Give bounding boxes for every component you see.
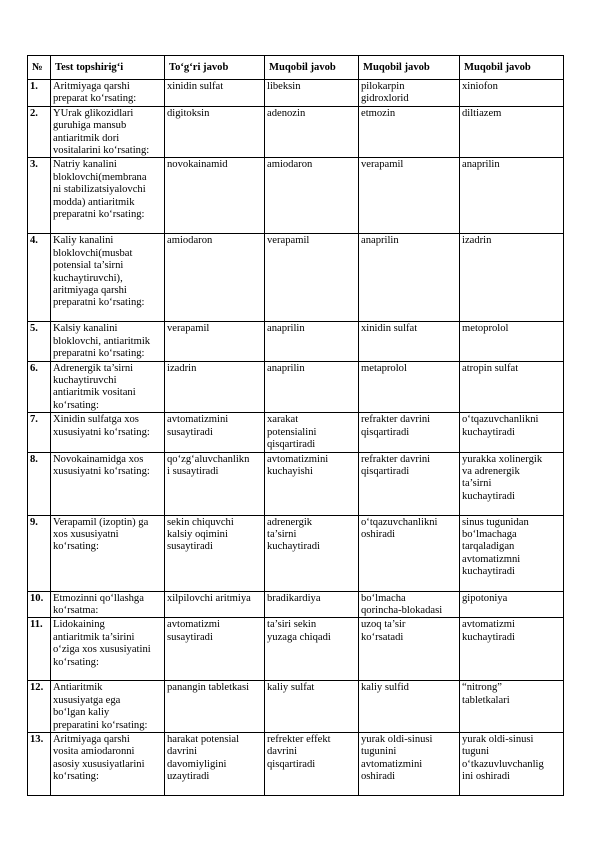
header-alternative-2: Muqobil javob: [359, 56, 460, 80]
question-text: Kalsiy kanalini bloklovchi, antiaritmik preparatni ko‘rsating:: [51, 322, 165, 361]
row-number: 8.: [28, 452, 51, 515]
row-number: 1.: [28, 80, 51, 107]
correct-answer: amiodaron: [165, 234, 265, 322]
table-row: [28, 361, 564, 413]
question-text: Verapamil (izoptin) ga xos xususiyatni ko‘rsating:: [51, 515, 165, 591]
alternative-answer-2: pilokarpin gidroxlorid: [359, 80, 460, 107]
table-row: [28, 322, 564, 361]
header-alternative-3: Muqobil javob: [460, 56, 564, 80]
correct-answer: verapamil: [165, 322, 265, 361]
table-row: [28, 158, 564, 234]
alternative-answer-3: o‘tqazuvchanlikni kuchaytiradi: [460, 413, 564, 452]
row-number: 5.: [28, 322, 51, 361]
alternative-answer-1: xarakat potensialini qisqartiradi: [265, 413, 359, 452]
table-row: [28, 591, 564, 618]
alternative-answer-3: yurakka xolinergik va adrenergik ta’sirni kuchaytiradi: [460, 452, 564, 515]
alternative-answer-3: izadrin: [460, 234, 564, 322]
alternative-answer-2: uzoq ta’sir ko‘rsatadi: [359, 618, 460, 681]
alternative-answer-2: refrakter davrini qisqartiradi: [359, 413, 460, 452]
alternative-answer-3: yurak oldi-sinusi tuguni o‘tkazuvluvchanlig ini oshiradi: [460, 732, 564, 795]
alternative-answer-1: kaliy sulfat: [265, 681, 359, 733]
alternative-answer-2: bo‘lmacha qorincha-blokadasi: [359, 591, 460, 618]
alternative-answer-3: diltiazem: [460, 106, 564, 158]
question-text: Etmozinni qo‘llashga ko‘rsatma:: [51, 591, 165, 618]
row-number: 9.: [28, 515, 51, 591]
row-number: 2.: [28, 106, 51, 158]
table-row: [28, 732, 564, 795]
question-text: Novokainamidga xos xususiyatni ko‘rsating:: [51, 452, 165, 515]
alternative-answer-1: bradikardiya: [265, 591, 359, 618]
question-text: Natriy kanalini bloklovchi(membrana ni stabilizatsiyalovchi modda) antiaritmik preparatni ko‘rsating:: [51, 158, 165, 234]
correct-answer: qo‘zg‘aluvchanlikn i susaytiradi: [165, 452, 265, 515]
table-row: [28, 452, 564, 515]
alternative-answer-1: anaprilin: [265, 322, 359, 361]
question-text: Adrenergik ta’sirni kuchaytiruvchi antiaritmik vositani ko‘rsating:: [51, 361, 165, 413]
row-number: 4.: [28, 234, 51, 322]
correct-answer: avtomatizmi susaytiradi: [165, 618, 265, 681]
question-text: Antiaritmik xususiyatga ega bo‘lgan kaliy preparatini ko‘rsating:: [51, 681, 165, 733]
alternative-answer-1: anaprilin: [265, 361, 359, 413]
alternative-answer-1: verapamil: [265, 234, 359, 322]
row-number: 6.: [28, 361, 51, 413]
alternative-answer-2: etmozin: [359, 106, 460, 158]
alternative-answer-1: refrekter effekt davrini qisqartiradi: [265, 732, 359, 795]
table-row: [28, 234, 564, 322]
row-number: 12.: [28, 681, 51, 733]
header-row: [28, 56, 564, 80]
header-correct-answer: To‘g‘ri javob: [165, 56, 265, 80]
correct-answer: izadrin: [165, 361, 265, 413]
alternative-answer-1: libeksin: [265, 80, 359, 107]
question-text: Kaliy kanalini bloklovchi(musbat potensial ta’sirni kuchaytiruvchi), aritmiyaga qarshi preparatni ko‘rsating:: [51, 234, 165, 322]
correct-answer: xinidin sulfat: [165, 80, 265, 107]
alternative-answer-1: adenozin: [265, 106, 359, 158]
correct-answer: novokainamid: [165, 158, 265, 234]
alternative-answer-1: ta’siri sekin yuzaga chiqadi: [265, 618, 359, 681]
alternative-answer-1: avtomatizmini kuchayishi: [265, 452, 359, 515]
table-row: [28, 106, 564, 158]
row-number: 10.: [28, 591, 51, 618]
alternative-answer-3: sinus tugunidan bo‘lmachaga tarqaladigan avtomatizmni kuchaytiradi: [460, 515, 564, 591]
alternative-answer-2: yurak oldi-sinusi tugunini avtomatizmini oshiradi: [359, 732, 460, 795]
alternative-answer-2: verapamil: [359, 158, 460, 234]
alternative-answer-2: xinidin sulfat: [359, 322, 460, 361]
row-number: 13.: [28, 732, 51, 795]
correct-answer: avtomatizmini susaytiradi: [165, 413, 265, 452]
alternative-answer-3: atropin sulfat: [460, 361, 564, 413]
alternative-answer-2: metaprolol: [359, 361, 460, 413]
alternative-answer-3: anaprilin: [460, 158, 564, 234]
alternative-answer-3: gipotoniya: [460, 591, 564, 618]
question-text: Lidokaining antiaritmik ta’sirini o‘ziga xos xususiyatini ko‘rsating:: [51, 618, 165, 681]
table-row: [28, 515, 564, 591]
table-row: [28, 80, 564, 107]
correct-answer: xilpilovchi aritmiya: [165, 591, 265, 618]
table-row: [28, 413, 564, 452]
correct-answer: panangin tabletkasi: [165, 681, 265, 733]
question-text: Aritmiyaga qarshi vosita amiodaronni asosiy xususiyatlarini ko‘rsating:: [51, 732, 165, 795]
table-row: [28, 618, 564, 681]
alternative-answer-1: adrenergik ta’sirni kuchaytiradi: [265, 515, 359, 591]
row-number: 3.: [28, 158, 51, 234]
correct-answer: harakat potensial davrini davomiyligini uzaytiradi: [165, 732, 265, 795]
alternative-answer-3: metoprolol: [460, 322, 564, 361]
alternative-answer-2: anaprilin: [359, 234, 460, 322]
header-alternative-1: Muqobil javob: [265, 56, 359, 80]
header-question: Test topshirig‘i: [51, 56, 165, 80]
alternative-answer-1: amiodaron: [265, 158, 359, 234]
correct-answer: digitoksin: [165, 106, 265, 158]
table-row: [28, 681, 564, 733]
question-text: Aritmiyaga qarshi preparat ko‘rsating:: [51, 80, 165, 107]
alternative-answer-3: “nitrong” tabletkalari: [460, 681, 564, 733]
question-text: Xinidin sulfatga xos xususiyatni ko‘rsating:: [51, 413, 165, 452]
alternative-answer-3: avtomatizmi kuchaytiradi: [460, 618, 564, 681]
alternative-answer-3: xiniofon: [460, 80, 564, 107]
alternative-answer-2: refrakter davrini qisqartiradi: [359, 452, 460, 515]
test-table: [27, 55, 564, 796]
alternative-answer-2: o‘tqazuvchanlikni oshiradi: [359, 515, 460, 591]
header-number: №: [28, 56, 51, 80]
row-number: 7.: [28, 413, 51, 452]
question-text: YUrak glikozidlari guruhiga mansub antiaritmik dori vositalarini ko‘rsating:: [51, 106, 165, 158]
correct-answer: sekin chiquvchi kalsiy oqimini susaytiradi: [165, 515, 265, 591]
row-number: 11.: [28, 618, 51, 681]
alternative-answer-2: kaliy sulfid: [359, 681, 460, 733]
